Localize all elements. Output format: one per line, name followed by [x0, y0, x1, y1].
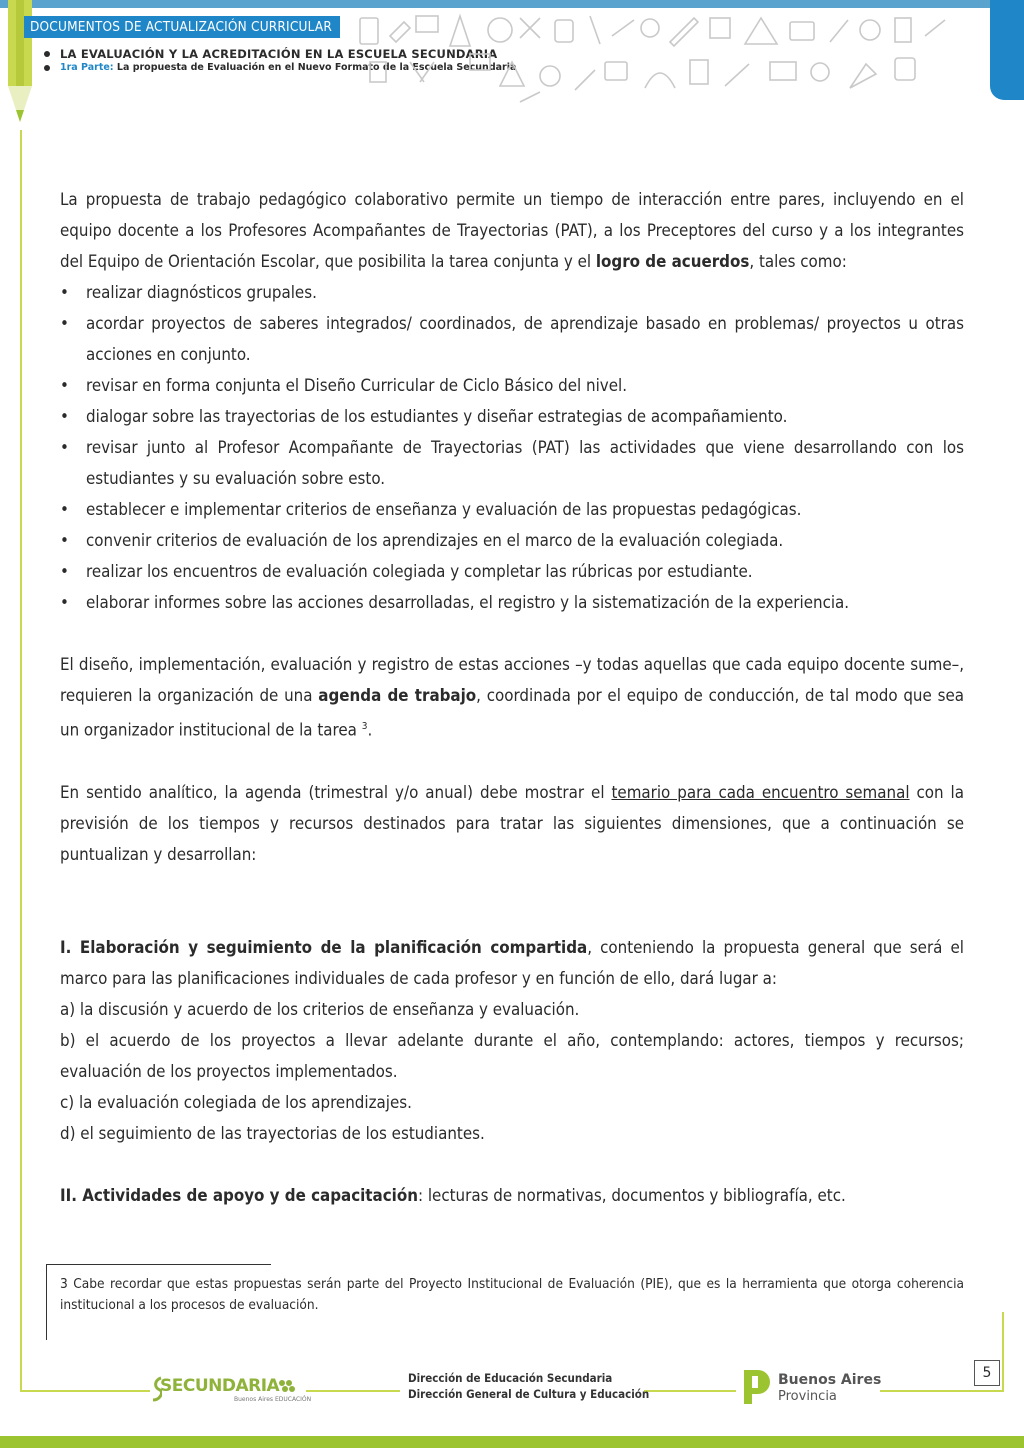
list-item: • acordar proyectos de saberes integrados/ coordinados, de aprendizaje basado en problemas/ proyectos u otras acciones en conjunto. [60, 308, 964, 370]
section-1-paragraph [60, 932, 964, 994]
section-1-item: b) el acuerdo de los proyectos a llevar adelante durante el año, contemplando: actores, tiempos y recursos; evaluación de los proyectos implementados. [60, 1029, 964, 1081]
bottom-green-bar [0, 1436, 1024, 1448]
agenda-bold: agenda de trabajo [318, 685, 477, 705]
direccion-line-2: Dirección General de Cultura y Educación [408, 1387, 650, 1401]
list-item: • revisar en forma conjunta el Diseño Curricular de Ciclo Básico del nivel. [60, 370, 964, 401]
footnote-rule [46, 1264, 271, 1265]
footer-line [644, 1390, 736, 1392]
page-number: 5 [974, 1360, 1000, 1386]
analytic-text-end: con la previsión de los tiempos y recursos destinados para tratar las siguientes dimensiones, que a continuación se puntualizan y desarrollan: [60, 781, 965, 864]
bullet-dot [44, 65, 50, 71]
footnote-ref[interactable]: 3 [361, 721, 368, 732]
section-2-text: : lecturas de normativas, documentos y bibliografía, etc. [417, 1184, 846, 1205]
bullet-dot [44, 51, 50, 57]
intro-text-end: , tales como: [749, 251, 847, 271]
secundaria-logo-word: SECUNDARIA [160, 1376, 280, 1396]
secundaria-logo [152, 1372, 312, 1408]
agreements-list [60, 277, 964, 618]
secundaria-logo-small: Buenos Aires EDUCACIÓN [234, 1396, 312, 1403]
agenda-text-end: . [367, 719, 373, 740]
intro-text: La propuesta de trabajo pedagógico colaborativo permite un tiempo de interacción entre pares, incluyendo en el equipo docente a los Profesores Acompañantes de Trayectorias (PAT), a los Preceptores del curso y a los integrantes del Equipo de Orientación Escolar, que posibilita la tarea conjunta y el [60, 189, 964, 271]
footer-line [880, 1390, 1004, 1392]
direccion-line-1: Dirección de Educación Secundaria [408, 1371, 613, 1385]
left-margin-line [20, 130, 22, 1392]
list-item: • realizar los encuentros de evaluación colegiada y completar las rúbricas por estudiante. [60, 556, 964, 587]
footer-line [20, 1390, 150, 1392]
section-2-heading: II. Actividades de apoyo y de capacitación [60, 1184, 418, 1205]
buenos-aires-line-1: Buenos Aires [778, 1372, 882, 1388]
main-content [60, 184, 964, 1211]
list-item: • dialogar sobre las trayectorias de los estudiantes y diseñar estrategias de acompañamiento. [60, 401, 964, 432]
subtitle-accent: 1ra Parte: [60, 62, 114, 73]
list-item: • realizar diagnósticos grupales. [60, 277, 964, 308]
agenda-text: El diseño, implementación, evaluación y registro de estas acciones –y todas aquellas que cada equipo docente sume–, requieren la organización de una [60, 654, 964, 705]
intro-bold: logro de acuerdos [595, 251, 750, 271]
buenos-aires-line-2: Provincia [778, 1389, 837, 1404]
footnote: 3 Cabe recordar que estas propuestas serán parte del Proyecto Institucional de Evaluación (PIE), que es la herramienta que otorga coherencia institucional a los procesos de evaluación. [60, 1276, 964, 1313]
analytic-text: En sentido analítico, la agenda (trimestral y/o anual) debe mostrar el [60, 781, 612, 802]
footer-line [306, 1390, 400, 1392]
document-title: LA EVALUACIÓN Y LA ACREDITACIÓN EN LA ESCUELA SECUNDARIA [60, 47, 498, 61]
right-margin-line [1002, 1312, 1004, 1392]
list-item: • establecer e implementar criterios de enseñanza y evaluación de las propuestas pedagógicas. [60, 494, 964, 525]
buenos-aires-logo-icon [742, 1368, 772, 1406]
subtitle-text: La propuesta de Evaluación en el Nuevo Formato de la Escuela Secundaria [116, 62, 517, 73]
list-item: • convenir criterios de evaluación de los aprendizajes en el marco de la evaluación colegiada. [60, 525, 964, 556]
school-doodles-icon [350, 6, 990, 110]
section-1-item: a) la discusión y acuerdo de los criterios de enseñanza y evaluación. [60, 998, 580, 1019]
list-item: • revisar junto al Profesor Acompañante de Trayectorias (PAT) las actividades que viene desarrollando con los estudiantes y su evaluación sobre esto. [60, 432, 964, 494]
header-tag: DOCUMENTOS DE ACTUALIZACIÓN CURRICULAR [24, 16, 340, 38]
section-1-heading: I. Elaboración y seguimiento de la planificación compartida [60, 936, 588, 957]
agenda-text-2: , coordinada por el equipo de conducción, de tal modo que sea un organizador institucional de la tarea [60, 685, 964, 740]
agenda-paragraph [60, 649, 964, 746]
analytic-paragraph [60, 777, 964, 870]
section-1-text: , conteniendo la propuesta general que será el marco para las planificaciones individuales de cada profesor y en función de ello, dará lugar a: [60, 936, 964, 988]
analytic-underline: temario para cada encuentro semanal [611, 781, 910, 802]
section-1-item: c) la evaluación colegiada de los aprendizajes. [60, 1091, 412, 1112]
list-item: • elaborar informes sobre las acciones desarrolladas, el registro y la sistematización de la experiencia. [60, 587, 964, 618]
corner-tab [990, 0, 1024, 100]
people-icon [278, 1379, 296, 1393]
section-1-item: d) el seguimiento de las trayectorias de los estudiantes. [60, 1122, 485, 1143]
intro-paragraph [60, 184, 964, 277]
section-2-paragraph [60, 1180, 964, 1211]
footnote-bracket [46, 1264, 47, 1340]
